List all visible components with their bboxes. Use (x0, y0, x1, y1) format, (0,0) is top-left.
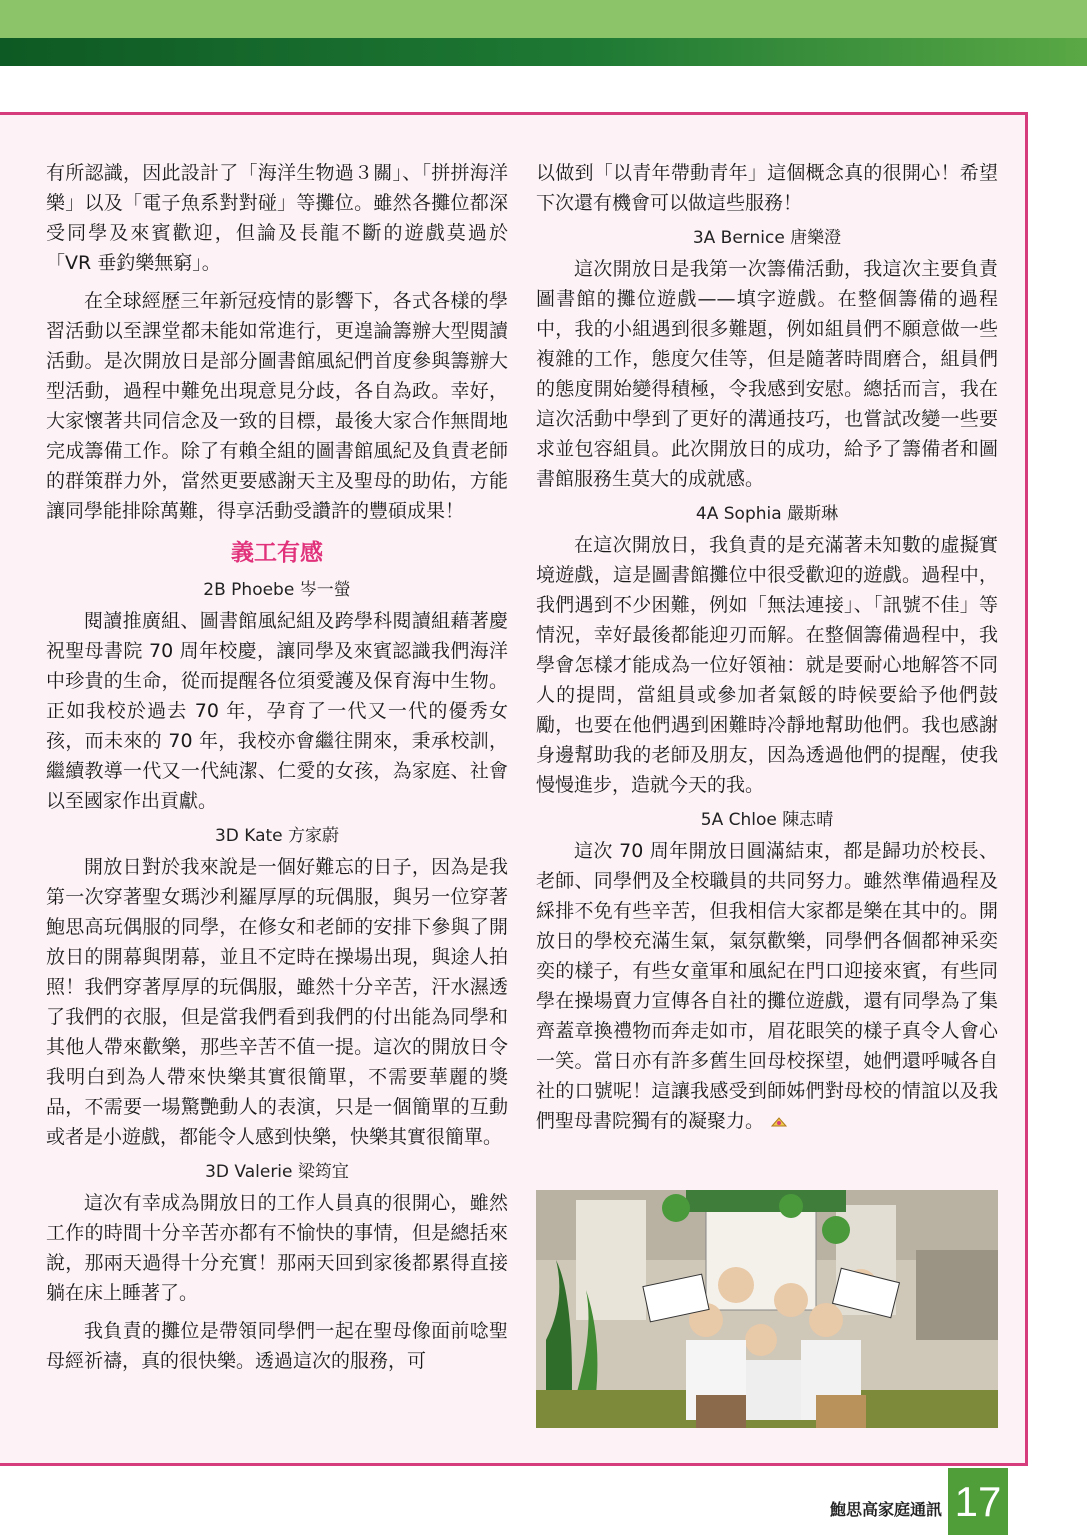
publication-name: 鮑思高家庭通訊 (829, 1500, 942, 1519)
paragraph: 在全球經歷三年新冠疫情的影響下，各式各樣的學習活動以至課堂都未能如常進行，更遑論籌辦大型閱讀活動。是次開放日是部分圖書館風紀們首度參與籌辦大型活動，過程中難免出現意見分歧，各自為政。幸好，大家懷著共同信念及一致的目標，最後大家合作無間地完成籌備工作。除了有賴全組的圖書館風紀及負責老師的群策群力外，當然更要感謝天主及聖母的助佑，方能讓同學能排除萬難，得享活動受讚許的豐碩成果！ (46, 290, 508, 522)
author-name: 4A Sophia 嚴斯琳 (695, 504, 839, 524)
section-title: 義工有感 (231, 540, 323, 566)
paragraph: 有所認識，因此設計了「海洋生物過３關」、「拼拼海洋樂」以及「電子魚系對對碰」等攤位。雖然各攤位都深受同學及來賓歡迎，但論及長龍不斷的遊戲莫過於「VR 垂釣樂無窮」。 (46, 162, 508, 274)
author-name: 2B Phoebe 岑一螢 (203, 580, 351, 600)
right-column (536, 158, 998, 1136)
paragraph: 以做到「以青年帶動青年」這個概念真的很開心！希望下次還有機會可以做這些服務！ (536, 162, 998, 214)
paragraph: 這次開放日是我第一次籌備活動，我這次主要負責圖書館的攤位遊戲——填字遊戲。在整個籌備的過程中，我的小組遇到很多難題，例如組員們不願意做一些複雜的工作，態度欠佳等，但是隨著時間磨合，組員們的態度開始變得積極，令我感到安慰。總括而言，我在這次活動中學到了更好的溝通技巧，也嘗試改變一些要求並包容組員。此次開放日的成功，給予了籌備者和圖書館服務生莫大的成就感。 (536, 258, 998, 490)
author-name: 3D Valerie 梁筠宜 (205, 1162, 349, 1182)
author-name: 3A Bernice 唐樂澄 (692, 228, 842, 248)
paragraph-last (536, 836, 998, 1136)
header-band-dark (0, 38, 1087, 66)
author-name: 5A Chloe 陳志晴 (700, 810, 834, 830)
author-name: 3D Kate 方家蔚 (214, 826, 340, 846)
paragraph-text: 這次 70 周年開放日圓滿結束，都是歸功於校長、老師、同學們及全校職員的共同努力。雖然準備過程及綵排不免有些辛苦，但我相信大家都是樂在其中的。開放日的學校充滿生氣，氣氛歡樂，同學們各個都神采奕奕的樣子，有些女童軍和風紀在門口迎接來賓，有些同學在操場賣力宣傳各自社的攤位遊戲，還有同學為了集齊蓋章換禮物而奔走如市，眉花眼笑的樣子真令人會心一笑。當日亦有許多舊生回母校探望，她們還呼喊各自社的口號呢！這讓我感受到師姊們對母校的情誼以及我們聖母書院獨有的凝聚力。 (536, 840, 998, 1132)
paragraph: 在這次開放日，我負責的是充滿著未知數的虛擬實境遊戲，這是圖書館攤位中很受歡迎的遊戲。過程中，我們遇到不少困難，例如「無法連接」、「訊號不佳」等情況，幸好最後都能迎刃而解。在整個籌備過程中，我學會怎樣才能成為一位好領袖：就是要耐心地解答不同人的提問，當組員或參加者氣餒的時候要給予他們鼓勵，也要在他們遇到困難時冷靜地幫助他們。我也感謝身邊幫助我的老師及朋友，因為透過他們的提醒，使我慢慢進步，造就今天的我。 (536, 534, 998, 796)
left-column (46, 158, 508, 1376)
paragraph: 這次有幸成為開放日的工作人員真的很開心，雖然工作的時間十分辛苦亦都有不愉快的事情，但是總括來說，那兩天過得十分充實！那兩天回到家後都累得直接躺在床上睡著了。 (46, 1192, 508, 1304)
photo-illustration (536, 1190, 998, 1428)
paragraph: 我負責的攤位是帶領同學們一起在聖母像面前唸聖母經祈禱，真的很快樂。透過這次的服務，可 (46, 1320, 508, 1372)
event-photo (536, 1190, 998, 1428)
header-band-light (0, 0, 1087, 38)
end-mark-icon (770, 1115, 788, 1129)
paragraph: 開放日對於我來說是一個好難忘的日子，因為是我第一次穿著聖女瑪沙利羅厚厚的玩偶服，與另一位穿著鮑思高玩偶服的同學，在修女和老師的安排下參與了開放日的開幕與閉幕，並且不定時在操場出現，與途人拍照！我們穿著厚厚的玩偶服，雖然十分辛苦，汗水濕透了我們的衣服，但是當我們看到我們的付出能為同學和其他人帶來歡樂，那些辛苦不值一提。這次的開放日令我明白到為人帶來快樂其實很簡單，不需要華麗的獎品，不需要一場驚艷動人的表演，只是一個簡單的互動或者是小遊戲，都能令人感到快樂，快樂其實很簡單。 (46, 856, 508, 1148)
page-number: 17 (948, 1468, 1008, 1535)
paragraph: 閱讀推廣組、圖書館風紀組及跨學科閱讀組藉著慶祝聖母書院 70 周年校慶，讓同學及來賓認識我們海洋中珍貴的生命，從而提醒各位須愛護及保育海中生物。正如我校於過去 70 年，孕育了一代又一代的優秀女孩，而未來的 70 年，我校亦會繼往開來，秉承校訓，繼續教導一代又一代純潔、仁愛的女孩，為家庭、社會以至國家作出貢獻。 (46, 610, 508, 812)
